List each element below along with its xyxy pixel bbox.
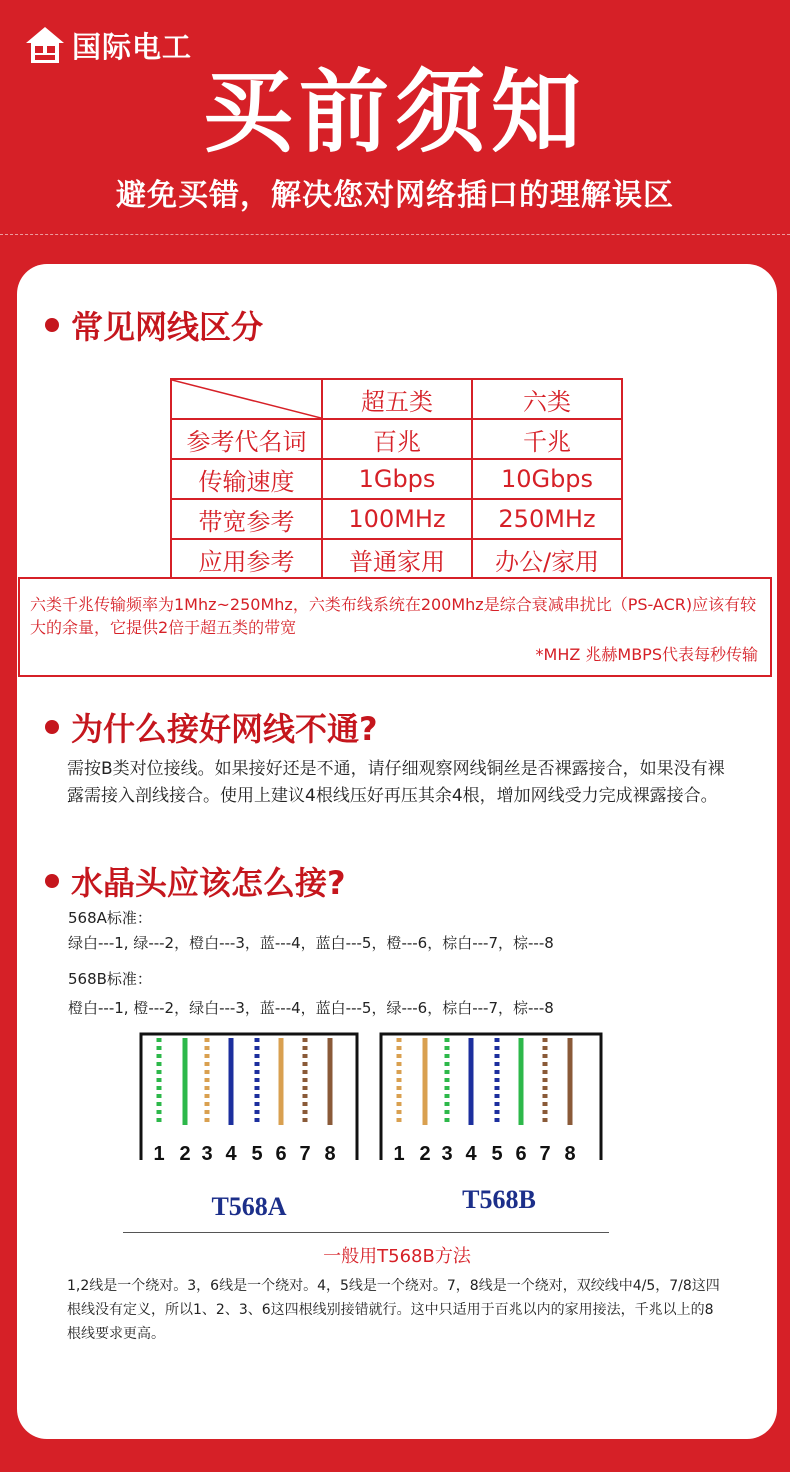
- table-row: [171, 539, 622, 579]
- pin-number: 6: [275, 1143, 287, 1165]
- table-row-label: 参考代名词: [171, 419, 322, 459]
- table-cell: 百兆: [322, 419, 472, 459]
- bullet-dot-icon: [45, 720, 59, 734]
- table-row-label: 传输速度: [171, 459, 322, 499]
- table-cell: 10Gbps: [472, 459, 622, 499]
- t568a-frame: [141, 1034, 357, 1160]
- pin-number: 4: [225, 1143, 237, 1165]
- t568a-pin-numbers: [153, 1143, 335, 1165]
- t568a-label: T568A: [211, 1192, 287, 1221]
- section-title-text: 为什么接好网线不通?: [71, 710, 378, 748]
- diagram-caption: 一般用T568B方法: [323, 1246, 471, 1267]
- std-568b-label: 568B标准：: [68, 970, 152, 988]
- table-row-label: 带宽参考: [171, 499, 322, 539]
- table-cell: 250MHz: [472, 499, 622, 539]
- pin-number: 6: [515, 1143, 527, 1165]
- pin-number: 8: [564, 1143, 576, 1165]
- twisted-pair-explanation: 1,2线是一个绕对。3，6线是一个绕对。4，5线是一个绕对。7，8线是一个绕对，双绞线中4/5，7/8这四根线没有定义，所以1、2、3、6这四根线别接错就行。这中只适用于百兆以内的家用接法，千兆以上的8根线要求更高。: [67, 1278, 720, 1342]
- pin-number: 5: [251, 1143, 263, 1165]
- t568b-label: T568B: [462, 1185, 536, 1214]
- section-title-connector: [45, 858, 346, 904]
- brand-name: 国际电工: [72, 29, 193, 64]
- table-row-label: 应用参考: [171, 539, 322, 579]
- section-title-troubleshoot: [45, 704, 378, 750]
- table-header-row: [171, 379, 622, 419]
- table-header-cell: 超五类: [322, 379, 472, 419]
- troubleshoot-text: 需按B类对位接线。如果接好还是不通，请仔细观察网线铜丝是否裸露接合，如果没有裸露需接入剖线接合。使用上建议4根线压好再压其余4根，增加网线受力完成裸露接合。: [67, 759, 725, 806]
- section-title-text: 水晶头应该怎么接?: [71, 864, 346, 902]
- std-568a-sequence: 绿白---1, 绿---2，橙白---3，蓝---4，蓝白---5，橙---6，棕白---7，棕---8: [68, 934, 554, 952]
- table-cell: 普通家用: [322, 539, 472, 579]
- section-title-text: 常见网线区分: [71, 308, 264, 346]
- std-568a-label: 568A标准：: [68, 909, 152, 927]
- pin-number: 7: [299, 1143, 311, 1165]
- table-cell: 1Gbps: [322, 459, 472, 499]
- table-header-cell: 六类: [472, 379, 622, 419]
- table-cell: 办公/家用: [472, 539, 622, 579]
- table-cell: 100MHz: [322, 499, 472, 539]
- wiring-diagram: [139, 1030, 619, 1240]
- table-row: [171, 459, 622, 499]
- pin-number: 2: [179, 1143, 191, 1165]
- diagonal-line-icon: [172, 380, 321, 418]
- bandwidth-note-box: [18, 577, 772, 677]
- section-title-cable-types: [45, 302, 263, 348]
- bullet-dot-icon: [45, 318, 59, 332]
- pin-number: 7: [539, 1143, 551, 1165]
- pin-number: 4: [465, 1143, 477, 1165]
- pin-number: 5: [491, 1143, 503, 1165]
- table-row: [171, 499, 622, 539]
- cable-spec-table: [170, 378, 623, 580]
- hero-subtitle: 避免买错，解决您对网络插口的理解误区: [116, 178, 674, 213]
- bullet-dot-icon: [45, 874, 59, 888]
- t568b-pin-numbers: [393, 1143, 575, 1165]
- table-cell: 千兆: [472, 419, 622, 459]
- std-568b-sequence: 橙白---1, 橙---2，绿白---3，蓝---4，蓝白---5，绿---6，棕白---7，棕---8: [68, 999, 554, 1017]
- hero-title: 买前须知: [203, 60, 587, 165]
- pin-number: 2: [419, 1143, 431, 1165]
- content-card: [17, 264, 777, 1439]
- diagram-divider: [123, 1232, 609, 1233]
- bandwidth-note-text: 六类千兆传输频率为1Mhz~250Mhz，六类布线系统在200Mhz是综合衰减串扰比（PS-ACR)应该有较大的余量，它提供2倍于超五类的带宽: [30, 595, 757, 637]
- units-footnote: *MHZ 兆赫MBPS代表每秒传输: [535, 645, 758, 664]
- pin-number: 8: [324, 1143, 336, 1165]
- pin-number: 1: [153, 1143, 165, 1165]
- pin-number: 1: [393, 1143, 405, 1165]
- t568b-wires: [399, 1038, 570, 1125]
- table-row: [171, 419, 622, 459]
- pin-number: 3: [441, 1143, 453, 1165]
- table-corner-cell: [171, 379, 322, 419]
- pin-number: 3: [201, 1143, 213, 1165]
- hero-divider: [0, 234, 790, 235]
- t568a-wires: [159, 1038, 330, 1125]
